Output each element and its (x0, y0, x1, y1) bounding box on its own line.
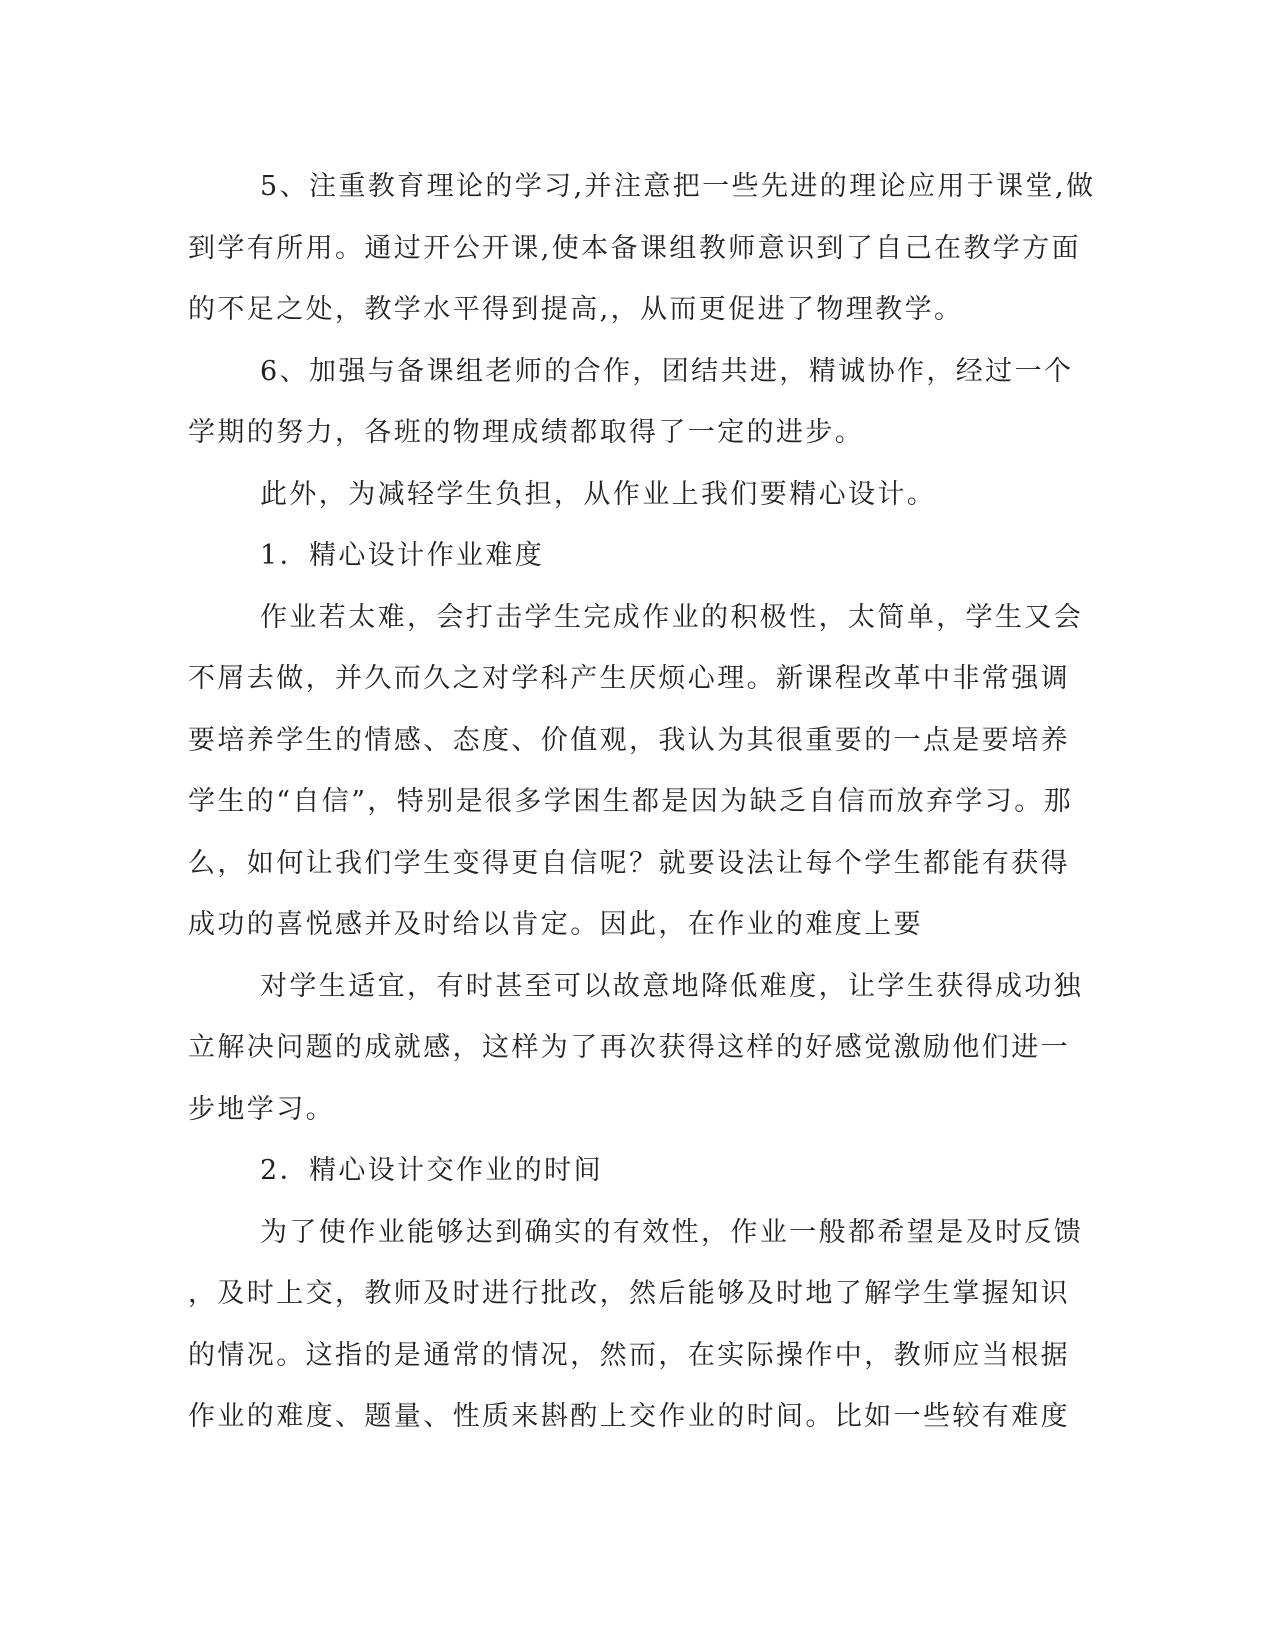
paragraph-appropriate (188, 956, 1083, 1141)
paragraph-submission-time (188, 1202, 1083, 1448)
text-line: 1．精心设计作业难度 (260, 540, 545, 571)
text-line: 学期的努力，各班的物理成绩都取得了一定的进步。 (188, 417, 865, 448)
heading-difficulty (188, 525, 1083, 587)
text-line: 5、注重教育理论的学习,并注意把一些先进的理论应用于课堂,做 (260, 171, 1096, 202)
text-line: 么，如何让我们学生变得更自信呢？就要设法让每个学生都能有获得 (188, 847, 1070, 879)
text-line: 不屑去做，并久而久之对学科产生厌烦心理。新课程改革中非常强调 (188, 663, 1070, 694)
text-line: 立解决问题的成就感，这样为了再次获得这样的好感觉激励他们进一 (188, 1032, 1070, 1063)
paragraph-homework-intro (188, 464, 1083, 526)
text-line: 对学生适宜，有时甚至可以故意地降低难度，让学生获得成功独 (260, 970, 1084, 1002)
document-body (188, 156, 1096, 1448)
text-line: 要培养学生的情感、态度、价值观，我认为其很重要的一点是要培养 (188, 724, 1070, 756)
text-line: 的不足之处，教学水平得到提高,，从而更促进了物理教学。 (188, 294, 964, 325)
text-line: 成功的喜悦感并及时给以肯定。因此，在作业的难度上要 (188, 909, 923, 940)
text-line: 步地学习。 (188, 1093, 335, 1125)
text-line: 6、加强与备课组老师的合作，团结共进，精诚协作，经过一个 (260, 355, 1074, 387)
paragraph-6-cooperation (188, 341, 1083, 464)
paragraph-difficulty (188, 587, 1083, 956)
text-line: 2．精心设计交作业的时间 (260, 1155, 603, 1186)
text-line: 为了使作业能够达到确实的有效性，作业一般都希望是及时反馈 (260, 1216, 1084, 1248)
text-line: 到学有所用。通过开公开课,使本备课组教师意识到了自己在教学方面 (188, 232, 1081, 264)
text-line: 学生的“自信”，特别是很多学困生都是因为缺乏自信而放弃学习。那 (188, 786, 1074, 817)
text-line: 作业若太难，会打击学生完成作业的积极性，太简单，学生又会 (260, 601, 1084, 633)
text-line: 此外，为减轻学生负担，从作业上我们要精心设计。 (260, 478, 937, 510)
heading-submission-time (188, 1140, 1083, 1202)
text-line: ，及时上交，教师及时进行批改，然后能够及时地了解学生掌握知识 (188, 1278, 1070, 1309)
text-line: 的情况。这指的是通常的情况，然而，在实际操作中，教师应当根据 (188, 1339, 1070, 1371)
paragraph-5-theory (188, 156, 1096, 341)
text-line: 作业的难度、题量、性质来斟酌上交作业的时间。比如一些较有难度 (188, 1401, 1070, 1432)
